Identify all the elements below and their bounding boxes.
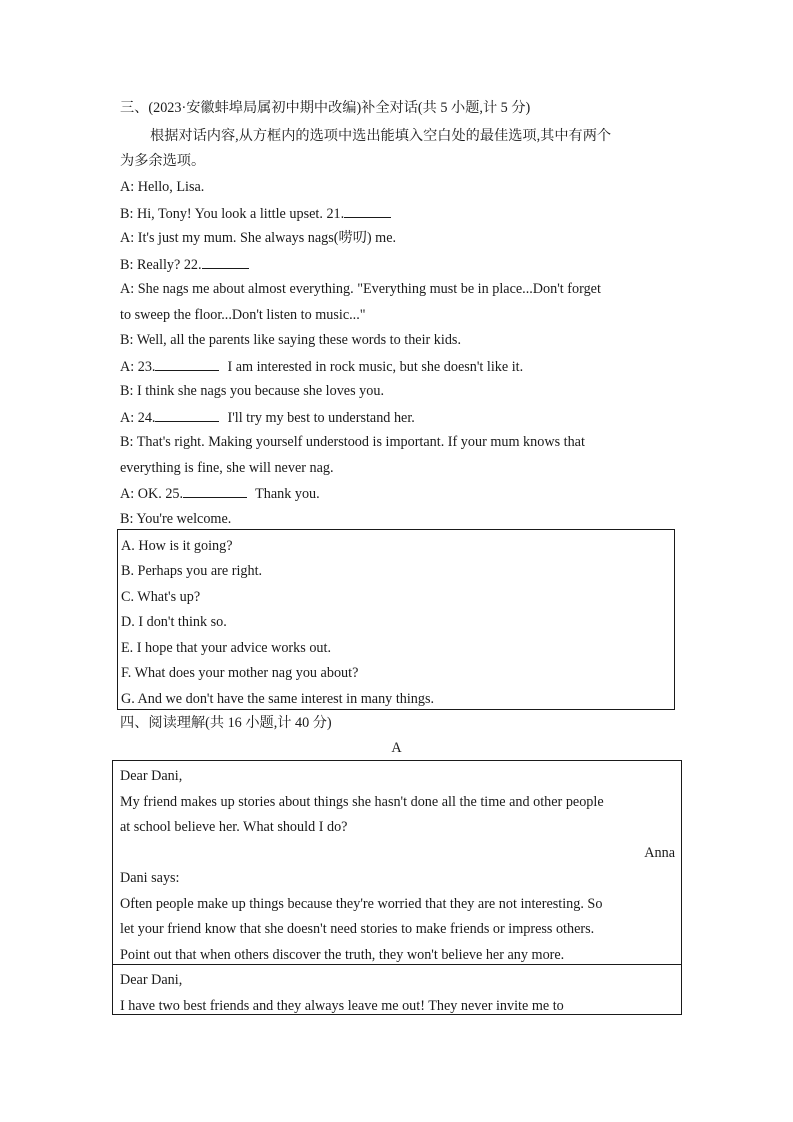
- dialogue-text: A: 23.: [120, 359, 156, 375]
- answer-blank-23[interactable]: [155, 357, 219, 371]
- passage-label: A: [391, 740, 402, 756]
- dialogue-text: I'll try my best to understand her.: [227, 410, 415, 426]
- dialogue-line: A: It's just my mum. She always nags(唠叨) me.: [120, 230, 397, 246]
- option-d: D. I don't think so.: [121, 614, 227, 630]
- dialogue-line: B: I think she nags you because she loves you.: [120, 383, 384, 399]
- reply-body: let your friend know that she doesn't need stories to make friends or impress others.: [120, 921, 595, 937]
- section3-heading: 三、(2023·安徽蚌埠局属初中期中改编)补全对话(共 5 小题,计 5 分): [120, 100, 531, 116]
- dialogue-text: A: 24.: [120, 410, 156, 426]
- dialogue-line: B: Well, all the parents like saying these words to their kids.: [120, 332, 462, 348]
- letter1-signature: Anna: [644, 845, 675, 861]
- dialogue-text: B: Really? 22.: [120, 257, 202, 273]
- dialogue-line: everything is fine, she will never nag.: [120, 460, 334, 476]
- option-f: F. What does your mother nag you about?: [121, 665, 359, 681]
- dialogue-line: A: Hello, Lisa.: [120, 179, 205, 195]
- dialogue-line: A: She nags me about almost everything. "Everything must be in place...Don't forget: [120, 281, 601, 297]
- dialogue-line: [120, 204, 391, 223]
- letter-divider: [113, 964, 681, 965]
- answer-blank-24[interactable]: [155, 408, 219, 422]
- section3-instruction-line2: 为多余选项。: [120, 153, 206, 169]
- dialogue-text: I am interested in rock music, but she doesn't like it.: [227, 359, 524, 375]
- letter1-greeting: Dear Dani,: [120, 768, 183, 784]
- dialogue-line: [120, 255, 249, 274]
- letter1-body: at school believe her. What should I do?: [120, 819, 348, 835]
- section3-instruction-line1: 根据对话内容,从方框内的选项中选出能填入空白处的最佳选项,其中有两个: [150, 128, 612, 144]
- answer-blank-25[interactable]: [183, 484, 247, 498]
- options-box: [117, 529, 675, 710]
- dialogue-text: Thank you.: [255, 486, 320, 502]
- option-g: G. And we don't have the same interest in many things.: [121, 691, 435, 707]
- dialogue-line: [120, 357, 523, 376]
- option-a: A. How is it going?: [121, 538, 233, 554]
- reply-intro: Dani says:: [120, 870, 180, 886]
- option-b: B. Perhaps you are right.: [121, 563, 263, 579]
- dialogue-text: A: OK. 25.: [120, 486, 184, 502]
- letter1-body: My friend makes up stories about things she hasn't done all the time and other people: [120, 794, 604, 810]
- dialogue-line: [120, 484, 320, 503]
- dialogue-line: to sweep the floor...Don't listen to music...": [120, 307, 366, 323]
- dialogue-line: [120, 408, 415, 427]
- dialogue-line: B: You're welcome.: [120, 511, 232, 527]
- letter2-body: I have two best friends and they always leave me out! They never invite me to: [120, 998, 564, 1014]
- option-e: E. I hope that your advice works out.: [121, 640, 331, 656]
- reply-body: Often people make up things because they're worried that they are not interesting. So: [120, 896, 603, 912]
- dialogue-text: B: Hi, Tony! You look a little upset. 21.: [120, 206, 345, 222]
- letter2-greeting: Dear Dani,: [120, 972, 183, 988]
- dialogue-line: B: That's right. Making yourself understood is important. If your mum knows that: [120, 434, 585, 450]
- option-c: C. What's up?: [121, 589, 201, 605]
- section4-heading: 四、阅读理解(共 16 小题,计 40 分): [120, 715, 332, 731]
- answer-blank-22[interactable]: [202, 255, 249, 269]
- reply-body: Point out that when others discover the truth, they won't believe her any more.: [120, 947, 565, 963]
- answer-blank-21[interactable]: [344, 204, 391, 218]
- letters-box: [112, 760, 682, 1015]
